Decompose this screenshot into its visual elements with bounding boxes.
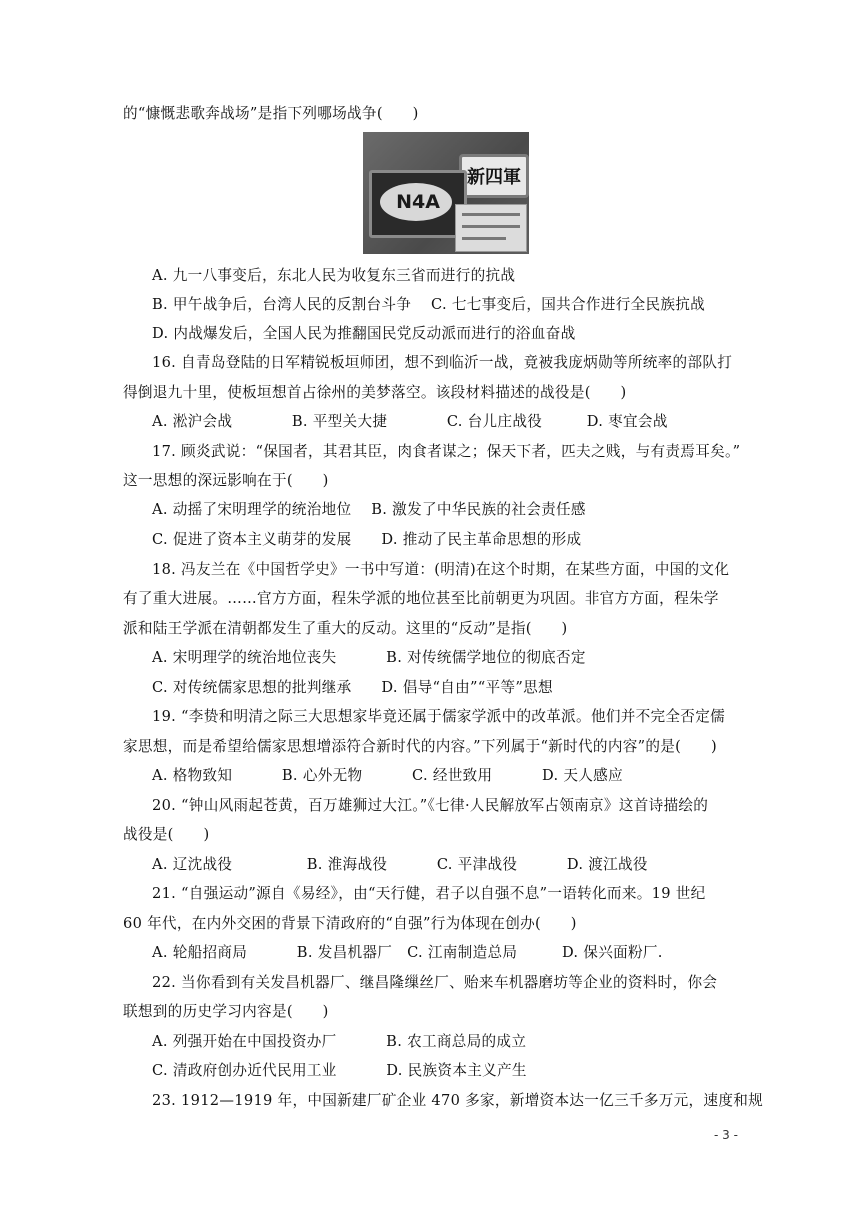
badge-patch [459,154,529,198]
options-17-ab: A. 动摇了宋明理学的统治地位 B. 激发了中华民族的社会责任感 [152,501,586,518]
options-16: A. 淞沪会战 B. 平型关大捷 C. 台儿庄战役 D. 枣宜会战 [152,413,668,430]
new-fourth-army-photo [363,132,529,254]
options-18-ab: A. 宋明理学的统治地位丧失 B. 对传统儒学地位的彻底否定 [152,649,586,666]
question-20-cont: 战役是( ) [123,826,210,843]
question-22: 22. 当你看到有关发昌机器厂、继昌隆缫丝厂、贻来车机器磨坊等企业的资料时，你会 [152,974,718,991]
options-19: A. 格物致知 B. 心外无物 C. 经世致用 D. 天人感应 [152,767,623,784]
question-18: 18. 冯友兰在《中国哲学史》一书中写道：(明清)在这个时期，在某些方面，中国的文化 [152,561,730,578]
option-a: A. 九一八事变后，东北人民为收复东三省而进行的抗战 [152,267,516,284]
options-20: A. 辽沈战役 B. 淮海战役 C. 平津战役 D. 渡江战役 [152,856,648,873]
patch-text: N4A [396,191,440,213]
id-card [455,204,527,252]
option-d: D. 内战爆发后，全国人民为推翻国民党反动派而进行的浴血奋战 [152,325,576,342]
options-21: A. 轮船招商局 B. 发昌机器厂 C. 江南制造总局 D. 保兴面粉厂. [152,944,663,961]
question-18-cont2: 派和陆王学派在清朝都发生了重大的反动。这里的“反动”是指( ) [123,620,568,637]
question-19: 19. “李贽和明清之际三大思想家毕竟还属于儒家学派中的改革派。他们并不完全否定儒 [152,708,725,725]
question-21-cont: 60 年代，在内外交困的背景下清政府的“自强”行为体现在创办( ) [123,915,577,932]
armband-patch [369,170,467,238]
page-number: - 3 - [714,1128,738,1142]
question-17: 17. 顾炎武说：“保国者，其君其臣，肉食者谋之；保天下者，匹夫之贱，与有责焉耳矣。” [152,443,741,460]
options-18-cd: C. 对传统儒家思想的批判继承 D. 倡导“自由”“平等”思想 [152,679,553,696]
question-17-cont: 这一思想的深远影响在于( ) [123,472,329,489]
question-20: 20. “钟山风雨起苍黄，百万雄狮过大江。”《七律·人民解放军占领南京》这首诗描绘的 [152,797,709,814]
question-21: 21. “自强运动”源自《易经》，由“天行健，君子以自强不息”一语转化而来。19 世纪 [152,885,706,902]
question-16-cont: 得倒退九十里，使板垣想首占徐州的美梦落空。该段材料描述的战役是( ) [123,384,627,401]
options-17-cd: C. 促进了资本主义萌芽的发展 D. 推动了民主革命思想的形成 [152,531,582,548]
options-22-ab: A. 列强开始在中国投资办厂 B. 农工商总局的成立 [152,1033,527,1050]
options-22-cd: C. 清政府创办近代民用工业 D. 民族资本主义产生 [152,1062,527,1079]
question-text: 的“慷慨悲歌奔战场”是指下列哪场战争( ) [123,105,419,122]
badge-text: 新四軍 [467,167,521,188]
question-22-cont: 联想到的历史学习内容是( ) [123,1003,329,1020]
question-16: 16. 自青岛登陆的日军精锐板垣师团，想不到临沂一战，竟被我庞炳勋等所统率的部队打 [152,354,733,371]
option-b-c: B. 甲午战争后，台湾人民的反割台斗争 C. 七七事变后，国共合作进行全民族抗战 [152,296,706,313]
question-19-cont: 家思想，而是希望给儒家思想增添符合新时代的内容。”下列属于“新时代的内容”的是( ) [123,738,717,755]
question-23: 23. 1912—1919 年，中国新建厂矿企业 470 多家，新增资本达一亿三千多万元，速度和规 [152,1092,764,1109]
question-18-cont1: 有了重大进展。……官方方面，程朱学派的地位甚至比前朝更为巩固。非官方方面，程朱学 [123,590,719,607]
